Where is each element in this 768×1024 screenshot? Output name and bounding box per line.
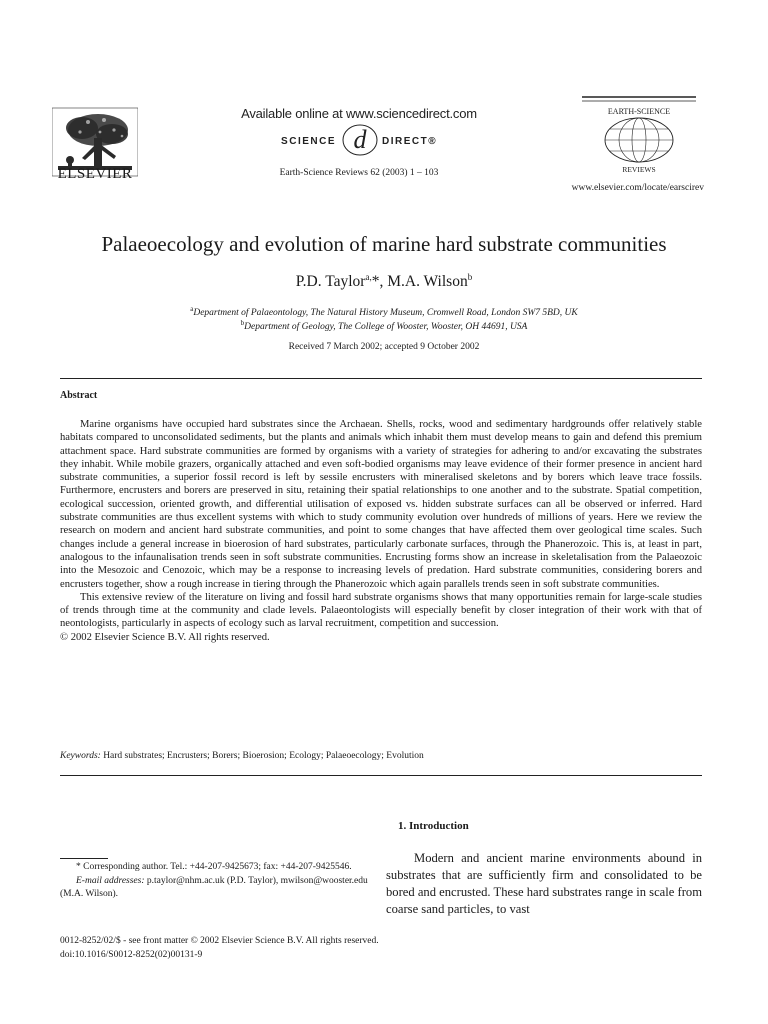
front-matter-notice (60, 935, 379, 962)
publisher-wordmark: ELSEVIER (57, 166, 133, 182)
footnote-rule (60, 858, 108, 859)
footnotes (60, 861, 370, 902)
introduction-paragraph: Modern and ancient marine environments abound in substrates that are sufficiently firm and consolidated to be bored and encrusted. These hard substrates range in scale from coarse sand particles, to vast (386, 851, 702, 916)
affiliation-a (40, 305, 728, 318)
esr-logo-subtitle: REVIEWS (622, 165, 656, 174)
author-taylor-affiliation-mark: a, (365, 272, 372, 282)
journal-citation: Earth-Science Reviews 62 (2003) 1 – 103 (279, 168, 439, 178)
sd-logo-right-text: DIRECT® (382, 136, 438, 147)
corresponding-author-footnote (60, 861, 370, 875)
author-list (40, 272, 728, 291)
author-taylor: P.D. Taylor (295, 273, 366, 291)
author-separator: , (379, 273, 388, 291)
article-title: Palaeoecology and evolution of marine hard substrate communities (101, 232, 667, 256)
keywords-line (60, 751, 702, 761)
email-footnote (60, 875, 370, 902)
email-label: E-mail addresses: (76, 875, 145, 886)
corresponding-author-star[interactable]: * (371, 273, 380, 291)
affiliation-a-mark: a (190, 305, 194, 313)
affiliation-b (40, 319, 728, 332)
email-addresses[interactable]: p.taylor@nhm.ac.uk (P.D. Taylor), mwilson@wooster.edu (M.A. Wilson). (60, 875, 368, 899)
affiliation-a-text: Department of Palaeontology, The Natural History Museum, Cromwell Road, London SW7 5BD, UK (193, 308, 578, 319)
abstract-paragraph: Marine organisms have occupied hard substrates since the Archaean. Shells, rocks, wood and sedimentary hardgrounds offer relatively stable habitats compared to unconsolidated sediments, but the plants and animals which inhabit them must develop means to gain and defend this premium attachment space. Hard substrate communities are formed by organisms with a variety of strategies for adhering to and/or excavating the substrates they inhabit. While mobile grazers, organically attached and even soft-bodied organisms may leave evidence of their former presence in ancient hard substrate communities, a superior fossil record is left by sessile encrusters with mineralised skeletons and by borers which leave trace fossils. Furthermore, encrusters and borers are preserved in situ, retaining their spatial relationships to one another and to the substrate. Spatial competition, ecological succession, oriented growth, and differential utilisation of exposed vs. hidden substrate surfaces can all be observed or inferred. Hard substrate communities are thus excellent systems with which to study community evolution over hundreds of millions of years. Here we review the research on modern and ancient hard substrate communities, and point to some changes that have affected them over geological time scales. Such changes include a general increase in bioerosion of hard substrates, particularly carbonate surfaces, through the Phanerozoic. This is, at least in part, analogous to the infaunalisation trends seen in soft substrate communities. Encrusting forms show an increase in skeletalisation from the Palaeozoic into the Mesozoic and Cenozoic, which may be a response to increasing levels of predation. Hard substrate communities, considering borers and encrusters together, show a rough increase in tiering through the Phanerozoic which again parallels trends seen in soft substrate communities. (60, 419, 702, 590)
abstract-paragraph: This extensive review of the literature on living and fossil hard substrate organisms shows that many opportunities remain for large-scale studies of trends through time at the community and clade levels. Palaeontologists will especially benefit by closer integration of their work with that of neontologists, particularly in aspects of ecology such as larval recruitment, competition and succession. (60, 591, 702, 630)
received-dates: Received 7 March 2002; accepted 9 October 2002 (288, 342, 480, 352)
abstract-heading: Abstract (60, 390, 98, 401)
available-online-text[interactable]: Available online at www.sciencedirect.com (241, 106, 477, 121)
affiliation-b-mark: b (240, 319, 245, 327)
footnote-star: * (76, 862, 81, 872)
sciencedirect-logo (278, 122, 478, 158)
introduction-body (386, 850, 702, 918)
author-wilson-affiliation-mark: b (467, 272, 473, 282)
abstract-body (60, 418, 702, 644)
issn-copyright-line: 0012-8252/02/$ - see front matter © 2002 Elsevier Science B.V. All rights reserved. (60, 936, 379, 946)
introduction-heading: 1. Introduction (398, 820, 469, 832)
abstract-bottom-rule (60, 775, 702, 776)
corresponding-author-text: Corresponding author. Tel.: +44-207-9425673; fax: +44-207-9425546. (83, 862, 352, 872)
sd-logo-left-text: SCIENCE (281, 136, 336, 147)
keywords-text: Hard substrates; Encrusters; Borers; Bioerosion; Ecology; Palaeoecology; Evolution (103, 751, 424, 761)
abstract-top-rule (60, 378, 702, 379)
esr-logo-title: EARTH-SCIENCE (607, 107, 671, 116)
sd-logo-glyph: d (353, 125, 367, 154)
journal-url-link[interactable]: www.elsevier.com/locate/earscirev (571, 183, 704, 193)
affiliation-b-text: Department of Geology, The College of Wooster, Wooster, OH 44691, USA (244, 322, 528, 333)
earth-science-reviews-logo (580, 94, 698, 176)
doi-line[interactable]: doi:10.1016/S0012-8252(02)00131-9 (60, 949, 203, 960)
author-wilson: M.A. Wilson (387, 273, 468, 291)
keywords-label: Keywords: (60, 751, 101, 761)
abstract-copyright: © 2002 Elsevier Science B.V. All rights reserved. (60, 631, 270, 643)
